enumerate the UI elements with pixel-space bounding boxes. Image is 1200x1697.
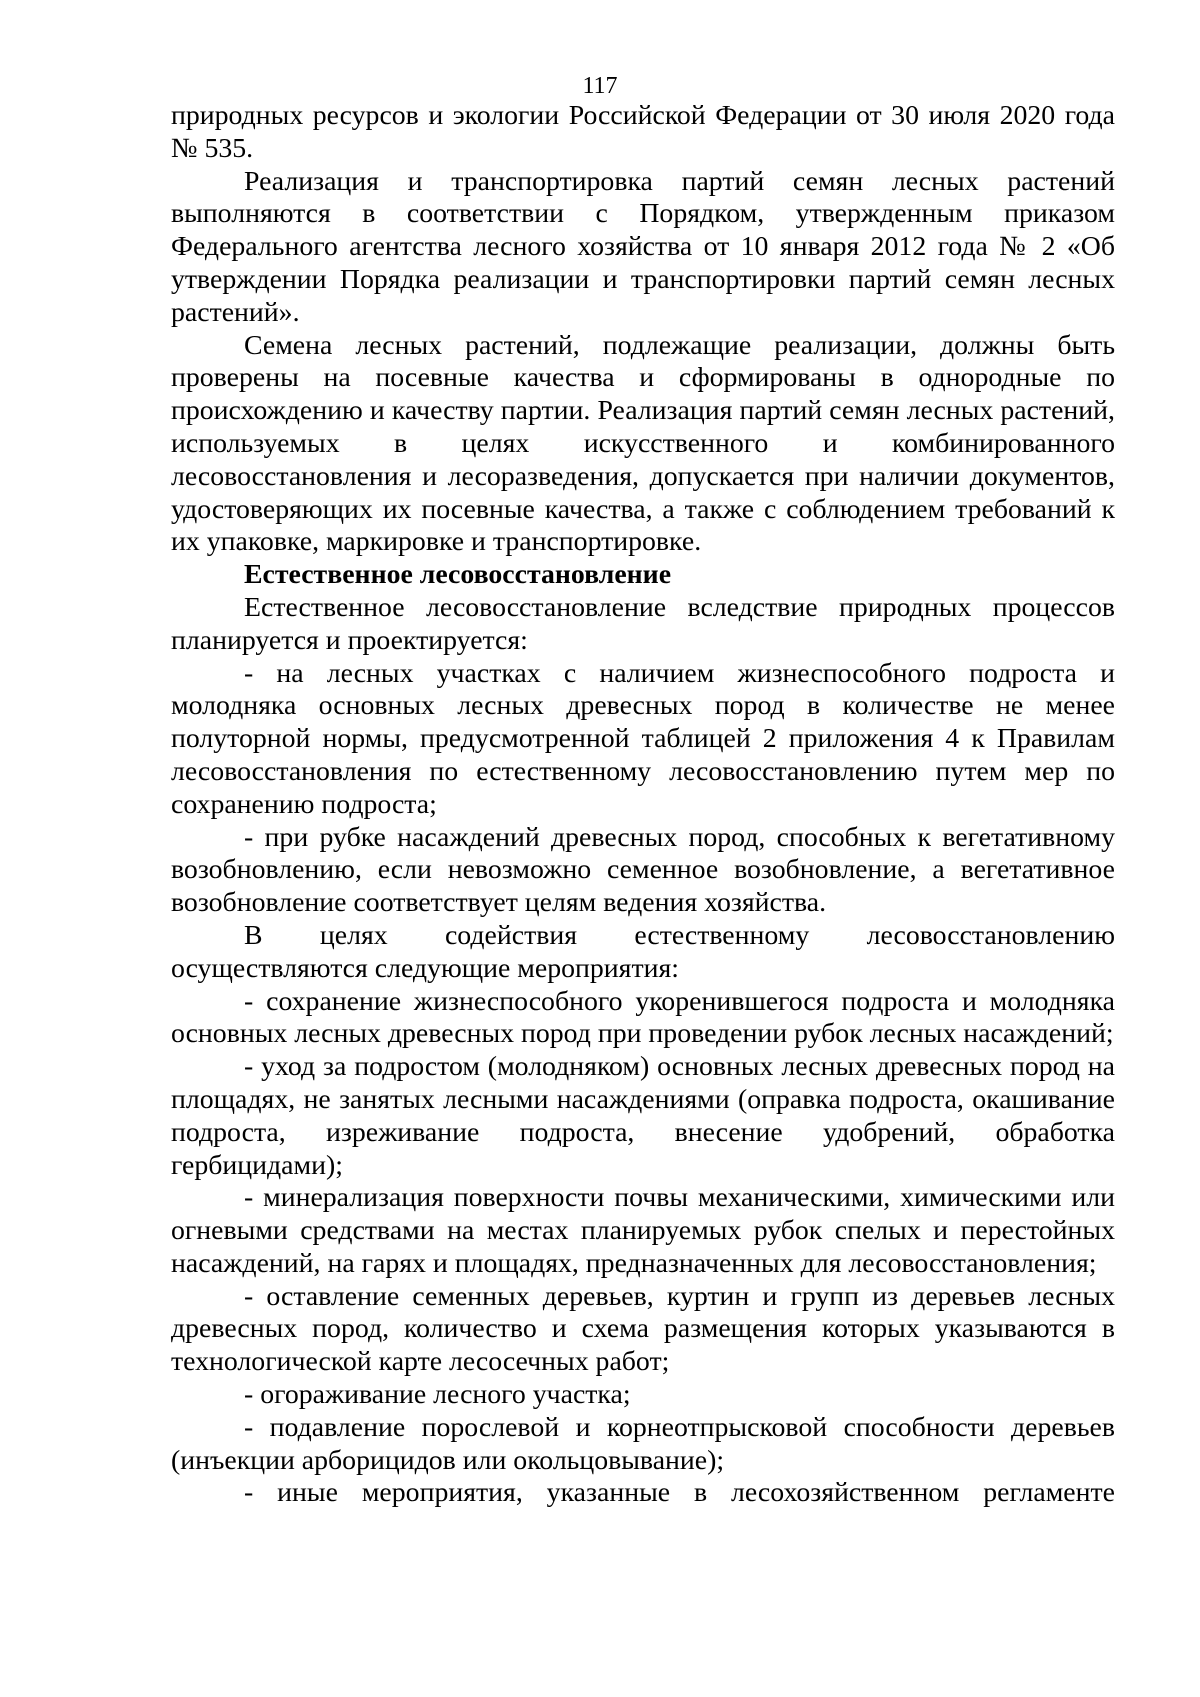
list-item: - подавление порослевой и корнеотпрысковой способности деревьев (инъекции арборицидов или окольцовывание); [171, 1411, 1115, 1476]
list-item: - огораживание лесного участка; [244, 1379, 631, 1411]
list-item: - сохранение жизнеспособного укоренившегося подроста и молодняка основных лесных древесных пород при проведении рубок лесных насаждений; [171, 985, 1115, 1050]
paragraph: природных ресурсов и экологии Российской Федерации от 30 июля 2020 года № 535. [171, 100, 1115, 164]
paragraph: В целях содействия естественному лесовосстановлению осуществляются следующие мероприятия: [171, 919, 1115, 984]
section-heading: Естественное лесовосстановление [244, 559, 672, 591]
paragraph: Семена лесных растений, подлежащие реализации, должны быть проверены на посевные качества и сформированы в однородные по происхождению и качеству партии. Реализация партий семян лесных растений, используемых в целях искусственного и комбинированного лесовосстановления и лесоразведения, допускается при наличии документов, удостоверяющих их посевные качества, а также с соблюдением требований к их упаковке, маркировке и транспортировке. [171, 329, 1115, 558]
list-item: - иные мероприятия, указанные в лесохозяйственном регламенте [244, 1477, 1115, 1509]
document-body [171, 100, 1115, 1510]
list-item: - уход за подростом (молодняком) основных лесных древесных пород на площадях, не занятых лесными насаждениями (оправка подроста, окашивание подроста, изреживание подроста, внесение удобрений, обработка гербицидами); [171, 1051, 1115, 1181]
list-item: - минерализация поверхности почвы механическими, химическими или огневыми средствами на местах планируемых рубок спелых и перестойных насаждений, на гарях и площадях, предназначенных для лесовосстановления; [171, 1182, 1115, 1279]
paragraph: Реализация и транспортировка партий семян лесных растений выполняются в соответствии с Порядком, утвержденным приказом Федерального агентства лесного хозяйства от 10 января 2012 года № 2 «Об утверждении Порядка реализации и транспортировки партий семян лесных растений». [171, 165, 1115, 328]
page-number: 117 [582, 73, 618, 99]
list-item: - оставление семенных деревьев, куртин и групп из деревьев лесных древесных пород, количество и схема размещения которых указываются в технологической карте лесосечных работ; [171, 1280, 1115, 1378]
paragraph: Естественное лесовосстановление вследствие природных процессов планируется и проектируется: [171, 591, 1115, 656]
list-item: - на лесных участках с наличием жизнеспособного подроста и молодняка основных лесных древесных пород в количестве не менее полуторной нормы, предусмотренной таблицей 2 приложения 4 к Правилам лесовосстановления по естественному лесовосстановлению путем мер по сохранению подроста; [171, 657, 1115, 820]
list-item: - при рубке насаждений древесных пород, способных к вегетативному возобновлению, если невозможно семенное возобновление, а вегетативное возобновление соответствует целям ведения хозяйства. [171, 821, 1115, 919]
